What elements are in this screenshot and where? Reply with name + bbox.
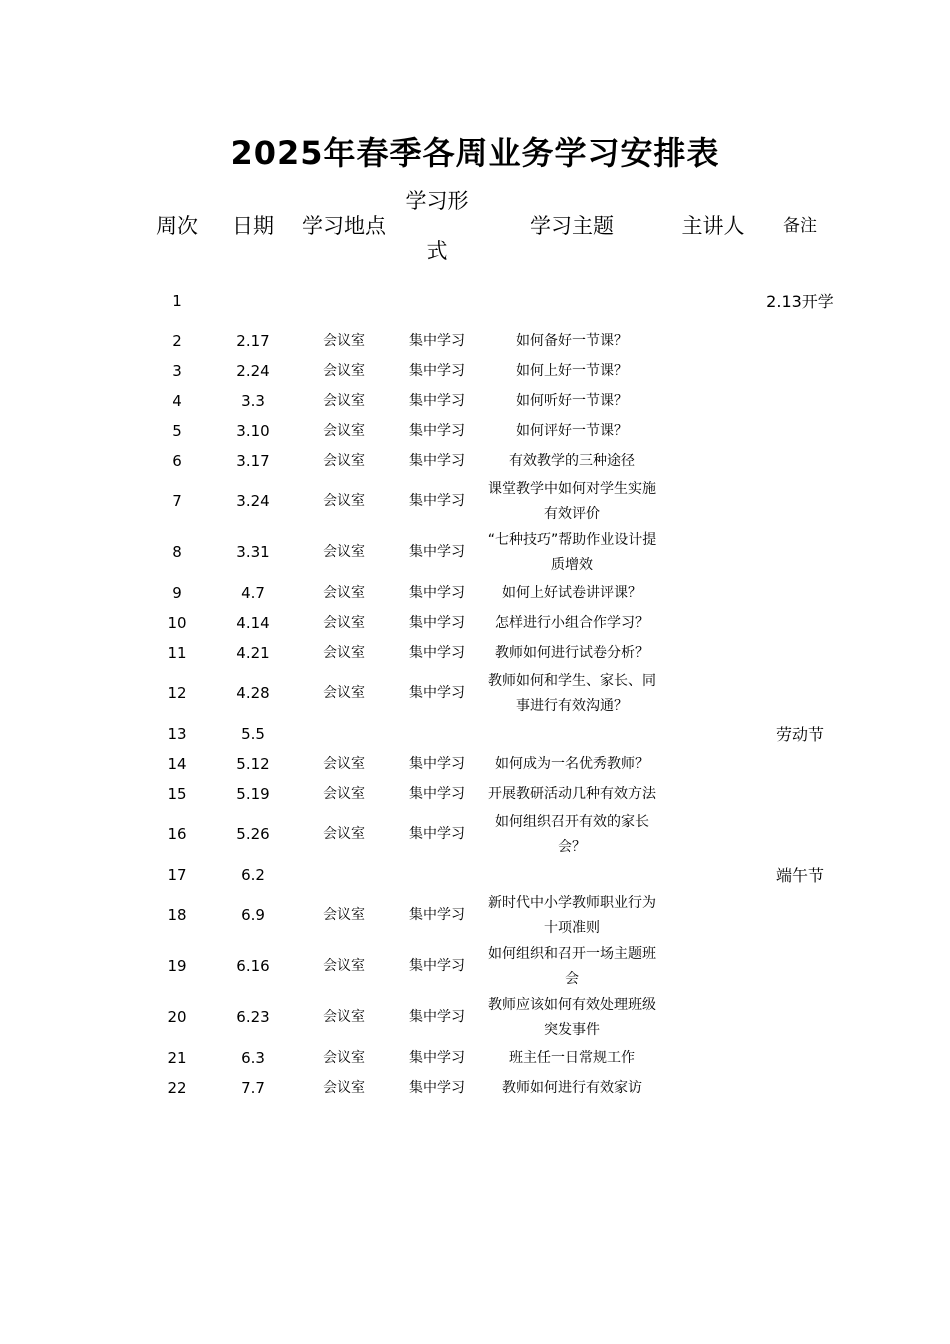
cell-note: 劳动节 [775,724,824,744]
cell-topic: 教师如何和学生、家长、同事进行有效沟通？ [488,672,656,714]
table-row [0,890,950,941]
cell-form: 集中学习 [409,644,465,661]
cell-note [764,386,836,416]
cell-date: 6.23 [236,1008,270,1026]
cell-topic: 课堂教学中如何对学生实施有效评价 [488,480,656,522]
cell-place: 会议室 [323,362,365,379]
cell-place: 会议室 [323,1009,365,1025]
cell-topic: 如何听好一节课？ [516,392,628,409]
table-row [0,356,950,386]
cell-place: 会议室 [323,332,365,349]
cell-date: 3.17 [236,451,270,470]
cell-date: 5.26 [236,825,270,843]
cell-topic: 怎样进行小组合作学习？ [495,614,649,631]
cell-date: 6.3 [241,1048,265,1067]
table-row [0,326,950,356]
cell-note [764,416,836,446]
cell-note [764,446,836,476]
table-row [0,638,950,668]
header-week: 周次 [156,214,198,238]
cell-speaker [668,890,758,941]
cell-week: 22 [167,1078,187,1097]
cell-note [764,992,836,1043]
header-speaker: 主讲人 [681,214,745,238]
cell-speaker [668,992,758,1043]
cell-week: 17 [167,865,187,884]
cell-date: 5.19 [236,784,270,803]
cell-place: 会议室 [323,685,365,701]
cell-speaker [668,578,758,608]
cell-date [218,276,288,326]
cell-week: 4 [172,391,182,410]
cell-week: 10 [167,613,187,632]
cell-week: 2 [172,331,182,350]
cell-place: 会议室 [323,392,365,409]
cell-form [396,860,478,890]
table-row [0,809,950,860]
cell-speaker [668,608,758,638]
page-title: 2025年春季各周业务学习安排表 [230,134,720,172]
table-row [0,860,950,890]
cell-note: 2.13开学 [766,291,834,311]
cell-speaker [668,356,758,386]
cell-form: 集中学习 [409,544,465,560]
cell-form: 集中学习 [409,1079,465,1096]
cell-note [764,779,836,809]
cell-note [764,1043,836,1073]
cell-week: 15 [167,784,187,803]
table-row [0,578,950,608]
cell-speaker [668,749,758,779]
cell-speaker [668,326,758,356]
cell-note [764,941,836,992]
header-place: 学习地点 [302,214,386,238]
cell-week: 19 [167,957,187,975]
cell-place: 会议室 [323,584,365,601]
header-note: 备注 [783,216,817,236]
cell-note [764,356,836,386]
cell-week: 21 [167,1048,187,1067]
header-form: 学习形式 [405,189,469,263]
cell-week: 8 [172,543,182,561]
cell-week: 16 [167,825,187,843]
cell-topic: 如何备好一节课？ [516,332,628,349]
table-row [0,992,950,1043]
cell-form: 集中学习 [409,907,465,923]
cell-note [764,809,836,860]
cell-place: 会议室 [323,1049,365,1066]
cell-date: 2.17 [236,331,270,350]
cell-speaker [668,809,758,860]
cell-place [296,719,392,749]
cell-form: 集中学习 [409,614,465,631]
cell-week: 20 [167,1008,187,1026]
schedule-table-body [0,276,950,1103]
cell-date: 6.9 [241,906,265,924]
cell-topic: 教师如何进行试卷分析？ [495,644,649,661]
cell-form: 集中学习 [409,332,465,349]
header-topic: 学习主题 [530,214,614,238]
table-row [0,1073,950,1103]
cell-form: 集中学习 [409,685,465,701]
cell-date: 7.7 [241,1078,265,1097]
cell-place: 会议室 [323,958,365,974]
cell-form: 集中学习 [409,755,465,772]
cell-speaker [668,860,758,890]
cell-form: 集中学习 [409,1049,465,1066]
cell-date: 6.2 [241,865,265,884]
cell-place: 会议室 [323,452,365,469]
cell-speaker [668,476,758,527]
table-row [0,276,950,326]
cell-form: 集中学习 [409,392,465,409]
cell-speaker [668,446,758,476]
cell-place: 会议室 [323,614,365,631]
cell-note [764,326,836,356]
cell-week: 18 [167,906,187,924]
cell-date: 4.7 [241,583,265,602]
cell-note [764,890,836,941]
cell-place: 会议室 [323,1079,365,1096]
cell-place: 会议室 [323,826,365,842]
table-row [0,608,950,638]
cell-form [396,719,478,749]
cell-note: 端午节 [775,865,824,885]
cell-date: 3.10 [236,421,270,440]
cell-date: 4.28 [236,684,270,702]
cell-form: 集中学习 [409,785,465,802]
cell-place: 会议室 [323,785,365,802]
cell-speaker [668,719,758,749]
table-row [0,386,950,416]
cell-form [396,276,478,326]
cell-note [764,638,836,668]
cell-week: 7 [172,492,182,510]
cell-topic: 如何组织和召开一场主题班会 [488,945,656,987]
cell-place: 会议室 [323,755,365,772]
cell-topic: 班主任一日常规工作 [509,1049,635,1066]
cell-note [764,668,836,719]
cell-week: 6 [172,451,182,470]
cell-topic: “七种技巧”帮助作业设计提质增效 [487,531,657,573]
cell-week: 5 [172,421,182,440]
header-date: 日期 [232,214,274,238]
cell-note [764,608,836,638]
table-row [0,779,950,809]
table-row [0,1043,950,1073]
table-row [0,416,950,446]
table-row [0,476,950,527]
cell-note [764,1073,836,1103]
cell-date: 3.31 [236,543,270,561]
cell-form: 集中学习 [409,958,465,974]
cell-form: 集中学习 [409,1009,465,1025]
cell-topic: 如何评好一节课？ [516,422,628,439]
cell-topic: 新时代中小学教师职业行为十项准则 [488,894,656,936]
cell-topic [482,276,662,326]
cell-topic: 教师应该如何有效处理班级突发事件 [488,996,656,1038]
cell-form: 集中学习 [409,493,465,509]
cell-speaker [668,638,758,668]
cell-topic: 开展教研活动几种有效方法 [488,785,656,802]
table-row [0,749,950,779]
cell-speaker [668,276,758,326]
cell-date: 4.14 [236,613,270,632]
cell-topic: 如何上好试卷讲评课？ [502,584,642,601]
cell-speaker [668,668,758,719]
cell-place: 会议室 [323,422,365,439]
cell-week: 9 [172,583,182,602]
cell-week: 3 [172,361,182,380]
cell-speaker [668,1073,758,1103]
cell-date: 5.12 [236,754,270,773]
cell-speaker [668,386,758,416]
cell-speaker [668,941,758,992]
table-header [0,184,950,268]
cell-date: 5.5 [241,724,265,743]
cell-note [764,749,836,779]
cell-week: 14 [167,754,187,773]
cell-topic [482,719,662,749]
cell-week: 1 [172,291,182,310]
cell-form: 集中学习 [409,452,465,469]
cell-date: 6.16 [236,957,270,975]
cell-speaker [668,416,758,446]
table-row [0,668,950,719]
cell-note [764,527,836,578]
table-row [0,941,950,992]
cell-place: 会议室 [323,544,365,560]
cell-topic [482,860,662,890]
cell-topic: 如何组织召开有效的家长会？ [495,813,649,855]
cell-place [296,276,392,326]
cell-speaker [668,527,758,578]
cell-date: 2.24 [236,361,270,380]
cell-place [296,860,392,890]
table-row [0,719,950,749]
cell-note [764,476,836,527]
cell-week: 12 [167,684,187,702]
table-row [0,446,950,476]
cell-date: 4.21 [236,643,270,662]
cell-topic: 有效教学的三种途径 [509,452,635,469]
cell-week: 11 [167,643,187,662]
cell-topic: 如何上好一节课？ [516,362,628,379]
cell-place: 会议室 [323,493,365,509]
cell-topic: 教师如何进行有效家访 [502,1079,642,1096]
cell-form: 集中学习 [409,584,465,601]
cell-date: 3.24 [236,492,270,510]
cell-date: 3.3 [241,391,265,410]
cell-place: 会议室 [323,644,365,661]
cell-place: 会议室 [323,907,365,923]
cell-note [764,578,836,608]
cell-form: 集中学习 [409,422,465,439]
cell-topic: 如何成为一名优秀教师？ [495,755,649,772]
cell-week: 13 [167,724,187,743]
cell-speaker [668,1043,758,1073]
cell-form: 集中学习 [409,826,465,842]
cell-form: 集中学习 [409,362,465,379]
cell-speaker [668,779,758,809]
table-row [0,527,950,578]
